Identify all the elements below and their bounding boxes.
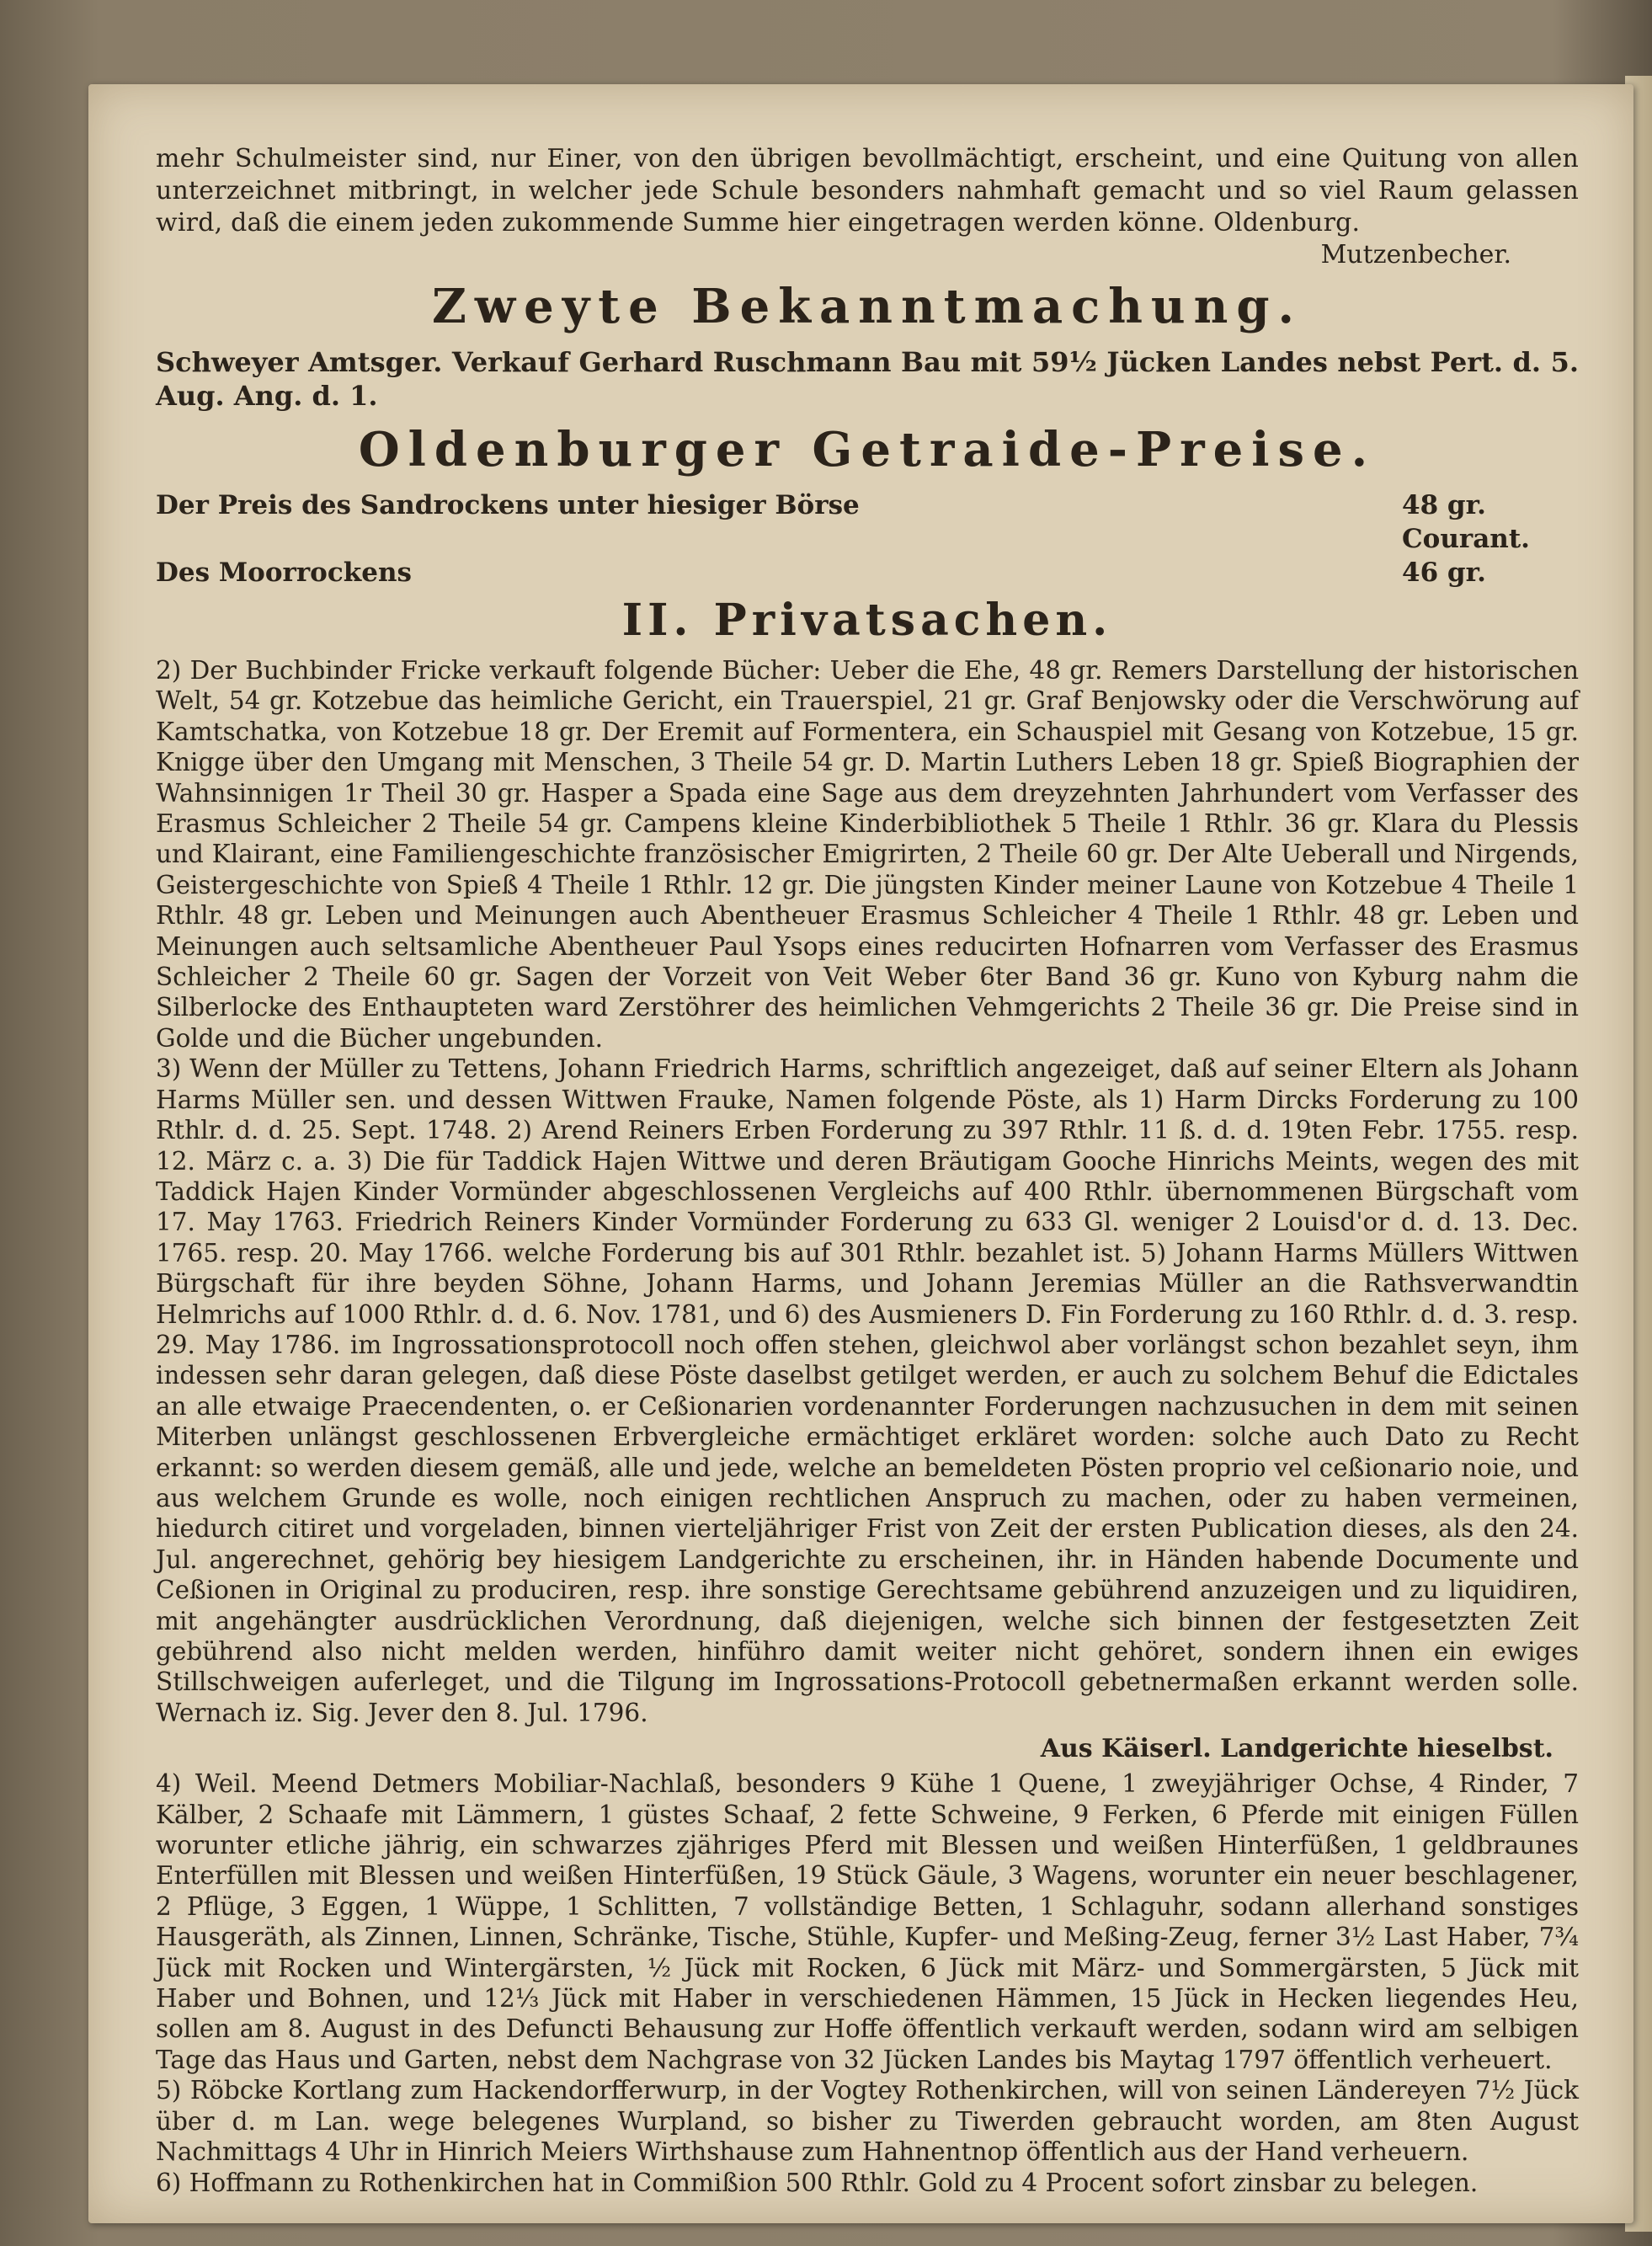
price-value: 46 gr. <box>1402 557 1486 588</box>
page-content <box>156 143 1579 2198</box>
prices-heading: Oldenburger Getraide-Preise. <box>358 422 1377 477</box>
price-row-moorrocken <box>156 556 1579 590</box>
price-value: 48 gr. Courant. <box>1402 490 1530 554</box>
entry-5-lease: 5) Röbcke Kortlang zum Hackendorfferwurp, in der Vogtey Rothenkirchen, will von seinen Ländereyen 7½ Jück über d. m Lan. wege belegenes Wurpland, so bisher zu Tiwerden gebraucht worden, am 8ten August Nachmittags 4 Uhr in Hinrich Meiers Wirthshause zum Hahnentnop öffentlich aus der Hand verheuern. <box>156 2076 1579 2167</box>
newspaper-page <box>88 84 1633 2223</box>
entry-6-loan: 6) Hoffmann zu Rothenkirchen hat in Commißion 500 Rthlr. Gold zu 4 Procent sofort zinsbar zu belegen. <box>156 2168 1479 2197</box>
private-heading: II. Privatsachen. <box>621 595 1113 646</box>
entry-4-auction: 4) Weil. Meend Detmers Mobiliar-Nachlaß, besonders 9 Kühe 1 Quene, 1 zweyjähriger Ochse, 4 Rinder, 7 Kälber, 2 Schaafe mit Lämmern, 1 güstes Schaaf, 2 fette Schweine, 9 Ferken, 6 Pferde mit einigen Füllen worunter etliche jährig, ein schwarzes zjähriges Pferd mit Blessen und weißen Hinterfüßen, 1 geldbraunes Enterfüllen mit Blessen und weißen Hinterfüßen, 19 Stück Gäule, 3 Wagens, worunter ein neuer beschlagener, 2 Pflüge, 3 Eggen, 1 Wüppe, 1 Schlitten, 7 vollständige Betten, 1 Schlaguhr, sodann allerhand sonstiges Hausgeräth, als Zinnen, Linnen, Schränke, Tische, Stühle, Kupfer- und Meßing-Zeug, ferner 3½ Last Haber, 7¾ Jück mit Rocken und Wintergärsten, ½ Jück mit Rocken, 6 Jück mit März- und Sommergärsten, 5 Jück mit Haber und Bohnen, und 12⅓ Jück mit Haber in verschiedenen Hämmen, 15 Jück in Hecken liegendes Heu, sollen am 8. August in des Defuncti Behausung zur Hoffe öffentlich verkauft werden, sodann wird am selbigen Tage das Haus und Garten, nebst dem Nachgrase von 32 Jücken Landes bis Maytag 1797 öffentlich verheuert. <box>156 1769 1579 2074</box>
price-label: Der Preis des Sandrockens unter hiesiger Börse <box>156 490 860 520</box>
court-signature: Aus Käiserl. Landgerichte hieselbst. <box>1040 1734 1553 1764</box>
entry-2-books: 2) Der Buchbinder Fricke verkauft folgende Bücher: Ueber die Ehe, 48 gr. Remers Darstellung der historischen Welt, 54 gr. Kotzebue das heimliche Gericht, ein Trauerspiel, 21 gr. Graf Benjowsky oder die Verschwörung auf Kamtschatka, von Kotzebue 18 gr. Der Eremit auf Formentera, ein Schauspiel mit Gesang von Kotzebue, 15 gr. Knigge über den Umgang mit Menschen, 3 Theile 54 gr. D. Martin Luthers Leben 18 gr. Spieß Biographien der Wahnsinnigen 1r Theil 30 gr. Hasper a Spada eine Sage aus dem dreyzehnten Jahrhundert vom Verfasser des Erasmus Schleicher 2 Theile 54 gr. Campens kleine Kinderbibliothek 5 Theile 1 Rthlr. 36 gr. Klara du Plessis und Klairant, eine Familiengeschichte französischer Emigrirten, 2 Theile 60 gr. Der Alte Ueberall und Nirgends, Geistergeschichte von Spieß 4 Theile 1 Rthlr. 12 gr. Die jüngsten Kinder meiner Laune von Kotzebue 4 Theile 1 Rthlr. 48 gr. Leben und Meinungen auch Abentheuer Erasmus Schleicher 4 Theile 1 Rthlr. 48 gr. Leben und Meinungen auch seltsamliche Abentheuer Paul Ysops eines reducirten Hofnarren vom Verfasser des Erasmus Schleicher 2 Theile 60 gr. Sagen der Vorzeit von Veit Weber 6ter Band 36 gr. Kuno von Kyburg nahm die Silberlocke des Enthaupteten ward Zerstöhrer des heimlichen Vehmgerichts 2 Theile 36 gr. Die Preise sind in Golde und die Bücher ungebunden. <box>156 656 1579 1053</box>
second-notice-text: Schweyer Amtsger. Verkauf Gerhard Ruschmann Bau mit 59½ Jücken Landes nebst Pert. d. 5. Aug. Ang. d. 1. <box>156 346 1579 412</box>
entry-3-citation: 3) Wenn der Müller zu Tettens, Johann Friedrich Harms, schriftlich angezeiget, daß auf seiner Eltern als Johann Harms Müller sen. und dessen Wittwen Frauke, Namen folgende Pöste, als 1) Harm Dircks Forderung zu 100 Rthlr. d. d. 25. Sept. 1748. 2) Arend Reiners Erben Forderung zu 397 Rthlr. 11 ß. d. d. 19ten Febr. 1755. resp. 12. März c. a. 3) Die für Taddick Hajen Wittwe und deren Bräutigam Gooche Hinrichs Meints, wegen des mit Taddick Hajen Kinder Vormünder abgeschlossenen Vergleichs auf 400 Rthlr. übernommenen Bürgschaft vom 17. May 1763. Friedrich Reiners Kinder Vormünder Forderung zu 633 Gl. weniger 2 Louisd'or d. d. 13. Dec. 1765. resp. 20. May 1766. welche Forderung bis auf 301 Rthlr. bezahlet ist. 5) Johann Harms Müllers Wittwen Bürgschaft für ihre beyden Söhne, Johann Harms, und Johann Jeremias Müller an die Rathsverwandtin Helmrichs auf 1000 Rthlr. d. d. 6. Nov. 1781, und 6) des Ausmieners D. Fin Forderung zu 160 Rthlr. d. d. 3. resp. 29. May 1786. im Ingrossationsprotocoll noch offen stehen, gleichwol aber vorlängst schon bezahlet seyn, ihm indessen sehr daran gelegen, daß diese Pöste daselbst getilget werden, er auch zu solchem Behuf die Edictales an alle etwaige Praecendenten, o. er Ceßionarien vordenannter Forderungen nachzusuchen in dem mit seinen Miterben unlängst geschlossenen Erbvergleiche ermächtiget erkläret worden: solche auch Dato zu Recht erkannt: so werden diesem gemäß, alle und jede, welche an bemeldeten Pösten proprio vel ceßionario noie, und aus welchem Grunde es wolle, noch einigen rechtlichen Anspruch zu machen, oder zu haben vermeinen, hiedurch citiret und vorgeladen, binnen vierteljähriger Frist von Zeit der ersten Publication dieses, als den 24. Jul. angerechnet, gehörig bey hiesigem Landgerichte zu erscheinen, ihr. in Händen habende Documente und Ceßionen in Original zu produciren, resp. ihre sonstige Gerechtsame gebührend anzuzeigen und zu liquidiren, mit angehängter ausdrücklichen Verordnung, daß diejenigen, welche sich binnen der festgesetzten Zeit gebührend also nicht melden werden, hinführo damit weiter nicht gehöret, sondern ihnen ein ewiges Stillschweigen auferleget, und die Tilgung im Ingrossations-Protocoll gebetnermaßen erkannt werden solle. Wernach iz. Sig. Jever den 8. Jul. 1796. <box>156 1054 1579 1727</box>
top-paragraph: mehr Schulmeister sind, nur Einer, von den übrigen bevollmächtigt, erscheint, und eine Quitung von allen unterzeichnet mitbringt, in welcher jede Schule besonders nahmhaft gemacht und so viel Raum gelassen wird, daß die einem jeden zukommende Summe hier eingetragen werden könne. Oldenburg. <box>156 144 1579 237</box>
second-notice-heading: Zweyte Bekanntmachung. <box>431 279 1303 334</box>
top-signature: Mutzenbecher. <box>1320 240 1511 269</box>
price-row-sandrocken <box>156 488 1579 556</box>
price-label: Des Moorrockens <box>156 557 412 588</box>
